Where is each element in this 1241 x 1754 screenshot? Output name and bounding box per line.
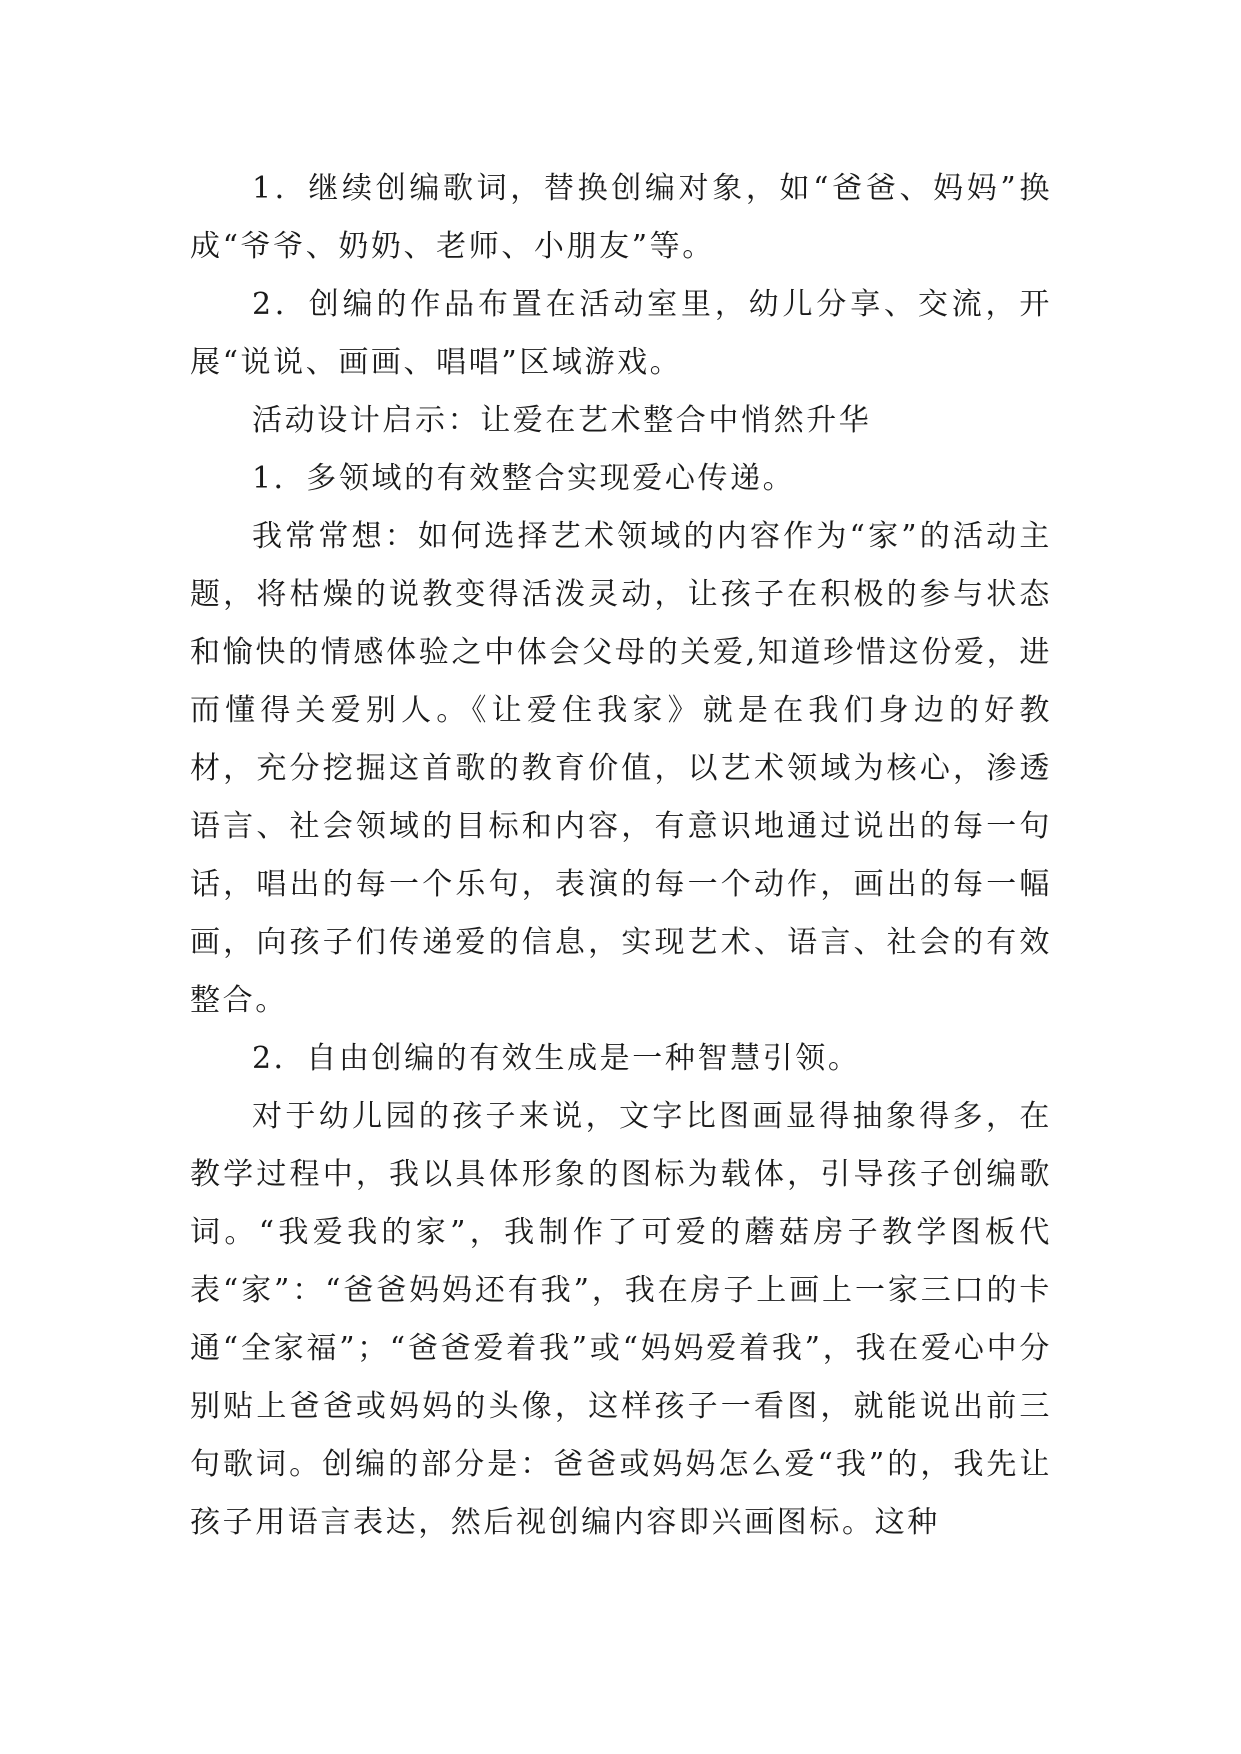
paragraph-body-1: 我常常想：如何选择艺术领域的内容作为“家”的活动主题，将枯燥的说教变得活泼灵动，让孩子在积极的参与状态和愉快的情感体验之中体会父母的关爱,知道珍惜这份爱，进而懂得关爱别人。《让爱住我家》就是在我们身边的好教材，充分挖掘这首歌的教育价值，以艺术领域为核心，渗透语言、社会领域的目标和内容，有意识地通过说出的每一句话，唱出的每一个乐句，表演的每一个动作，画出的每一幅画，向孩子们传递爱的信息，实现艺术、语言、社会的有效整合。 bbox=[190, 519, 1052, 1018]
paragraph-extension-2: 2．创编的作品布置在活动室里，幼儿分享、交流，开展“说说、画画、唱唱”区域游戏。 bbox=[190, 287, 1052, 380]
paragraph-body-2: 对于幼儿园的孩子来说，文字比图画显得抽象得多，在教学过程中，我以具体形象的图标为载体，引导孩子创编歌词。“我爱我的家”，我制作了可爱的蘑菇房子教学图板代表“家”：“爸爸妈妈还有我”，我在房子上画上一家三口的卡通“全家福”；“爸爸爱着我”或“妈妈爱着我”，我在爱心中分别贴上爸爸或妈妈的头像，这样孩子一看图，就能说出前三句歌词。创编的部分是：爸爸或妈妈怎么爱“我”的，我先让孩子用语言表达，然后视创编内容即兴画图标。这种 bbox=[190, 1099, 1052, 1540]
section-heading: 活动设计启示：让爱在艺术整合中悄然升华 bbox=[252, 403, 872, 438]
subheading-1: 1．多领域的有效整合实现爱心传递。 bbox=[252, 461, 796, 496]
paragraph-extension-1: 1．继续创编歌词，替换创编对象，如“爸爸、妈妈”换成“爷爷、奶奶、老师、小朋友”等。 bbox=[190, 171, 1052, 264]
subheading-2: 2．自由创编的有效生成是一种智慧引领。 bbox=[252, 1041, 861, 1076]
document-body bbox=[190, 160, 1052, 1552]
